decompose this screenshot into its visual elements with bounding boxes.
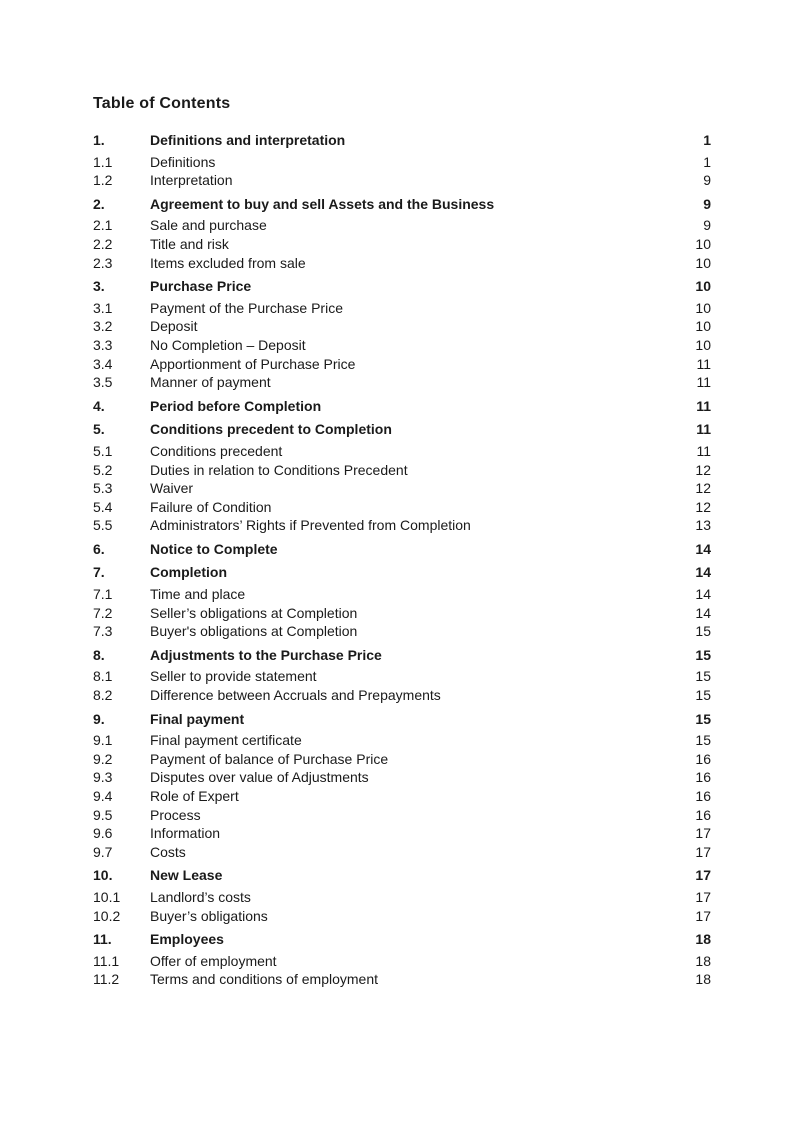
toc-entry-number: 1.1 [93, 153, 113, 170]
toc-entry-title: Interpretation [150, 172, 233, 189]
toc-entry-number: 10. [93, 867, 113, 884]
toc-entry-title: New Lease [150, 867, 223, 884]
toc-row [93, 355, 711, 374]
toc-entry-title: Landlord’s costs [150, 888, 251, 905]
toc-entry-number: 8.1 [93, 668, 113, 685]
toc-entry-page: 15 [695, 646, 711, 663]
toc-entry-title: Terms and conditions of employment [150, 971, 378, 988]
toc-entry-title: Final payment certificate [150, 732, 302, 749]
toc-row [93, 235, 711, 254]
toc-entry-page: 17 [695, 907, 711, 924]
toc-row [93, 970, 711, 989]
toc-row [93, 442, 711, 461]
toc-row [93, 540, 711, 559]
toc-entry-number: 5.1 [93, 442, 113, 459]
toc-row [93, 498, 711, 517]
toc-entry-title: Deposit [150, 318, 198, 335]
toc-row [93, 731, 711, 750]
toc-entry-number: 10.1 [93, 888, 121, 905]
toc-entry-title: Payment of balance of Purchase Price [150, 750, 389, 767]
toc-entry-number: 5.3 [93, 480, 113, 497]
toc-row [93, 843, 711, 862]
toc-entry-number: 9.2 [93, 750, 113, 767]
toc-entry-number: 3.3 [93, 336, 113, 353]
toc-entry-title: Apportionment of Purchase Price [150, 355, 356, 372]
toc-row [93, 888, 711, 907]
toc-entry-title: Agreement to buy and sell Assets and the Business [150, 195, 495, 212]
toc-entry-number: 3.5 [93, 374, 113, 391]
toc-entry-page: 1 [703, 153, 711, 170]
toc-entry-number: 2. [93, 195, 105, 212]
toc-entry-number: 11. [93, 931, 112, 948]
toc-entry-page: 10 [695, 299, 711, 316]
toc-entry-title: Information [150, 825, 221, 842]
toc-entry-page: 16 [695, 769, 711, 786]
toc-entry-title: Conditions precedent to Completion [150, 421, 392, 438]
toc-entry-title: Time and place [150, 586, 246, 603]
toc-row [93, 750, 711, 769]
toc-row [93, 787, 711, 806]
toc-entry-title: Seller to provide statement [150, 668, 317, 685]
toc-entry-page: 10 [695, 278, 711, 295]
toc-entry-title: No Completion – Deposit [150, 336, 306, 353]
table-of-contents [93, 131, 711, 989]
toc-entry-page: 10 [695, 235, 711, 252]
toc-entry-number: 9. [93, 710, 105, 727]
toc-entry-number: 5.5 [93, 517, 113, 534]
toc-row [93, 277, 711, 296]
toc-entry-number: 5. [93, 421, 105, 438]
toc-entry-title: Difference between Accruals and Prepayments [150, 687, 441, 704]
toc-entry-page: 16 [695, 788, 711, 804]
toc-row [93, 604, 711, 623]
toc-row [93, 479, 711, 498]
toc-entry-page: 10 [695, 318, 711, 335]
toc-entry-number: 1.2 [93, 172, 113, 189]
toc-entry-page: 9 [703, 195, 711, 212]
toc-entry-page: 18 [695, 952, 711, 969]
toc-entry-page: 11 [696, 421, 711, 438]
toc-entry-title: Items excluded from sale [150, 254, 306, 271]
toc-row [93, 336, 711, 355]
toc-entry-page: 17 [695, 867, 711, 884]
toc-row [93, 686, 711, 705]
toc-row [93, 397, 711, 416]
toc-entry-number: 9.3 [93, 769, 113, 786]
toc-entry-number: 7. [93, 564, 105, 581]
toc-entry-page: 18 [695, 931, 711, 948]
toc-row [93, 317, 711, 336]
toc-entry-title: Manner of payment [150, 374, 271, 391]
toc-entry-number: 8. [93, 646, 105, 663]
toc-row [93, 373, 711, 392]
toc-entry-title: Role of Expert [150, 788, 239, 804]
toc-row [93, 646, 711, 665]
toc-entry-page: 9 [703, 172, 711, 189]
toc-entry-page: 18 [695, 971, 711, 988]
toc-row [93, 952, 711, 971]
toc-entry-number: 3.4 [93, 355, 113, 372]
toc-entry-title: Sale and purchase [150, 217, 267, 234]
toc-entry-title: Offer of employment [150, 952, 277, 969]
toc-entry-number: 3.1 [93, 299, 113, 316]
toc-entry-number: 6. [93, 540, 105, 557]
toc-row [93, 216, 711, 235]
toc-entry-title: Costs [150, 843, 186, 860]
toc-entry-page: 16 [695, 806, 711, 823]
toc-entry-title: Completion [150, 564, 227, 581]
toc-row [93, 420, 711, 439]
toc-entry-title: Waiver [150, 480, 194, 497]
toc-row [93, 195, 711, 214]
toc-entry-page: 12 [695, 461, 711, 478]
toc-entry-page: 15 [695, 668, 711, 685]
toc-entry-title: Definitions and interpretation [150, 132, 346, 148]
toc-entry-page: 12 [695, 480, 711, 497]
toc-entry-page: 10 [695, 254, 711, 271]
toc-entry-page: 13 [695, 517, 711, 534]
toc-entry-number: 5.4 [93, 498, 113, 515]
toc-row [93, 768, 711, 787]
toc-entry-page: 11 [696, 442, 711, 459]
toc-entry-number: 9.4 [93, 788, 113, 804]
toc-entry-number: 7.2 [93, 604, 113, 621]
toc-entry-page: 11 [696, 355, 711, 372]
toc-row [93, 254, 711, 273]
toc-entry-number: 4. [93, 397, 105, 414]
toc-row [93, 563, 711, 582]
toc-entry-page: 11 [696, 397, 711, 414]
toc-entry-title: Conditions precedent [150, 442, 283, 459]
toc-row [93, 516, 711, 535]
toc-entry-number: 3. [93, 278, 105, 295]
toc-entry-number: 9.7 [93, 843, 113, 860]
page-title: Table of Contents [93, 95, 231, 112]
toc-entry-number: 7.1 [93, 586, 113, 603]
toc-entry-number: 2.1 [93, 217, 113, 234]
toc-entry-number: 8.2 [93, 687, 113, 704]
toc-entry-number: 9.5 [93, 806, 113, 823]
toc-row [93, 667, 711, 686]
toc-row [93, 866, 711, 885]
toc-entry-number: 3.2 [93, 318, 113, 335]
toc-entry-title: Duties in relation to Conditions Precedent [150, 461, 408, 478]
toc-row [93, 461, 711, 480]
toc-entry-title: Seller’s obligations at Completion [150, 604, 358, 621]
toc-entry-page: 15 [695, 687, 711, 704]
toc-entry-page: 15 [695, 710, 711, 727]
toc-entry-page: 15 [695, 623, 711, 640]
toc-entry-page: 17 [695, 825, 711, 842]
toc-entry-number: 2.3 [93, 254, 113, 271]
toc-row [93, 131, 711, 150]
toc-entry-title: Period before Completion [150, 397, 322, 414]
toc-row [93, 930, 711, 949]
toc-entry-number: 11.1 [93, 952, 120, 969]
toc-row [93, 710, 711, 729]
toc-row [93, 153, 711, 172]
toc-entry-page: 14 [695, 564, 711, 581]
toc-entry-number: 5.2 [93, 461, 113, 478]
toc-entry-title: Buyer's obligations at Completion [150, 623, 358, 640]
toc-entry-number: 1. [93, 132, 105, 148]
toc-entry-page: 9 [703, 217, 711, 234]
toc-entry-page: 14 [695, 586, 711, 603]
toc-entry-page: 10 [695, 336, 711, 353]
toc-entry-title: Notice to Complete [150, 540, 278, 557]
toc-entry-title: Final payment [150, 710, 245, 727]
toc-entry-number: 9.1 [93, 732, 113, 749]
toc-entry-page: 17 [695, 843, 711, 860]
toc-entry-page: 1 [703, 132, 711, 148]
toc-entry-title: Adjustments to the Purchase Price [150, 646, 382, 663]
toc-entry-page: 15 [695, 732, 711, 749]
toc-entry-title: Payment of the Purchase Price [150, 299, 343, 316]
toc-entry-number: 2.2 [93, 235, 113, 252]
toc-entry-page: 14 [695, 604, 711, 621]
toc-row [93, 622, 711, 641]
toc-entry-number: 10.2 [93, 907, 121, 924]
toc-row [93, 806, 711, 825]
toc-entry-title: Definitions [150, 153, 216, 170]
toc-entry-page: 14 [695, 540, 711, 557]
toc-entry-number: 7.3 [93, 623, 113, 640]
toc-entry-title: Purchase Price [150, 278, 252, 295]
toc-entry-page: 17 [695, 888, 711, 905]
toc-entry-page: 16 [695, 750, 711, 767]
toc-entry-title: Administrators’ Rights if Prevented from Completion [150, 517, 471, 534]
toc-entry-title: Title and risk [150, 235, 229, 252]
toc-entry-title: Buyer’s obligations [150, 907, 268, 924]
toc-entry-number: 9.6 [93, 825, 113, 842]
toc-entry-title: Employees [150, 931, 224, 948]
toc-row [93, 171, 711, 190]
toc-entry-title: Process [150, 806, 201, 823]
toc-entry-number: 11.2 [93, 971, 120, 988]
toc-row [93, 299, 711, 318]
toc-row [93, 824, 711, 843]
toc-entry-page: 11 [696, 374, 711, 391]
toc-entry-title: Failure of Condition [150, 498, 272, 515]
toc-entry-page: 12 [695, 498, 711, 515]
toc-row [93, 907, 711, 926]
toc-entry-title: Disputes over value of Adjustments [150, 769, 369, 786]
toc-row [93, 585, 711, 604]
